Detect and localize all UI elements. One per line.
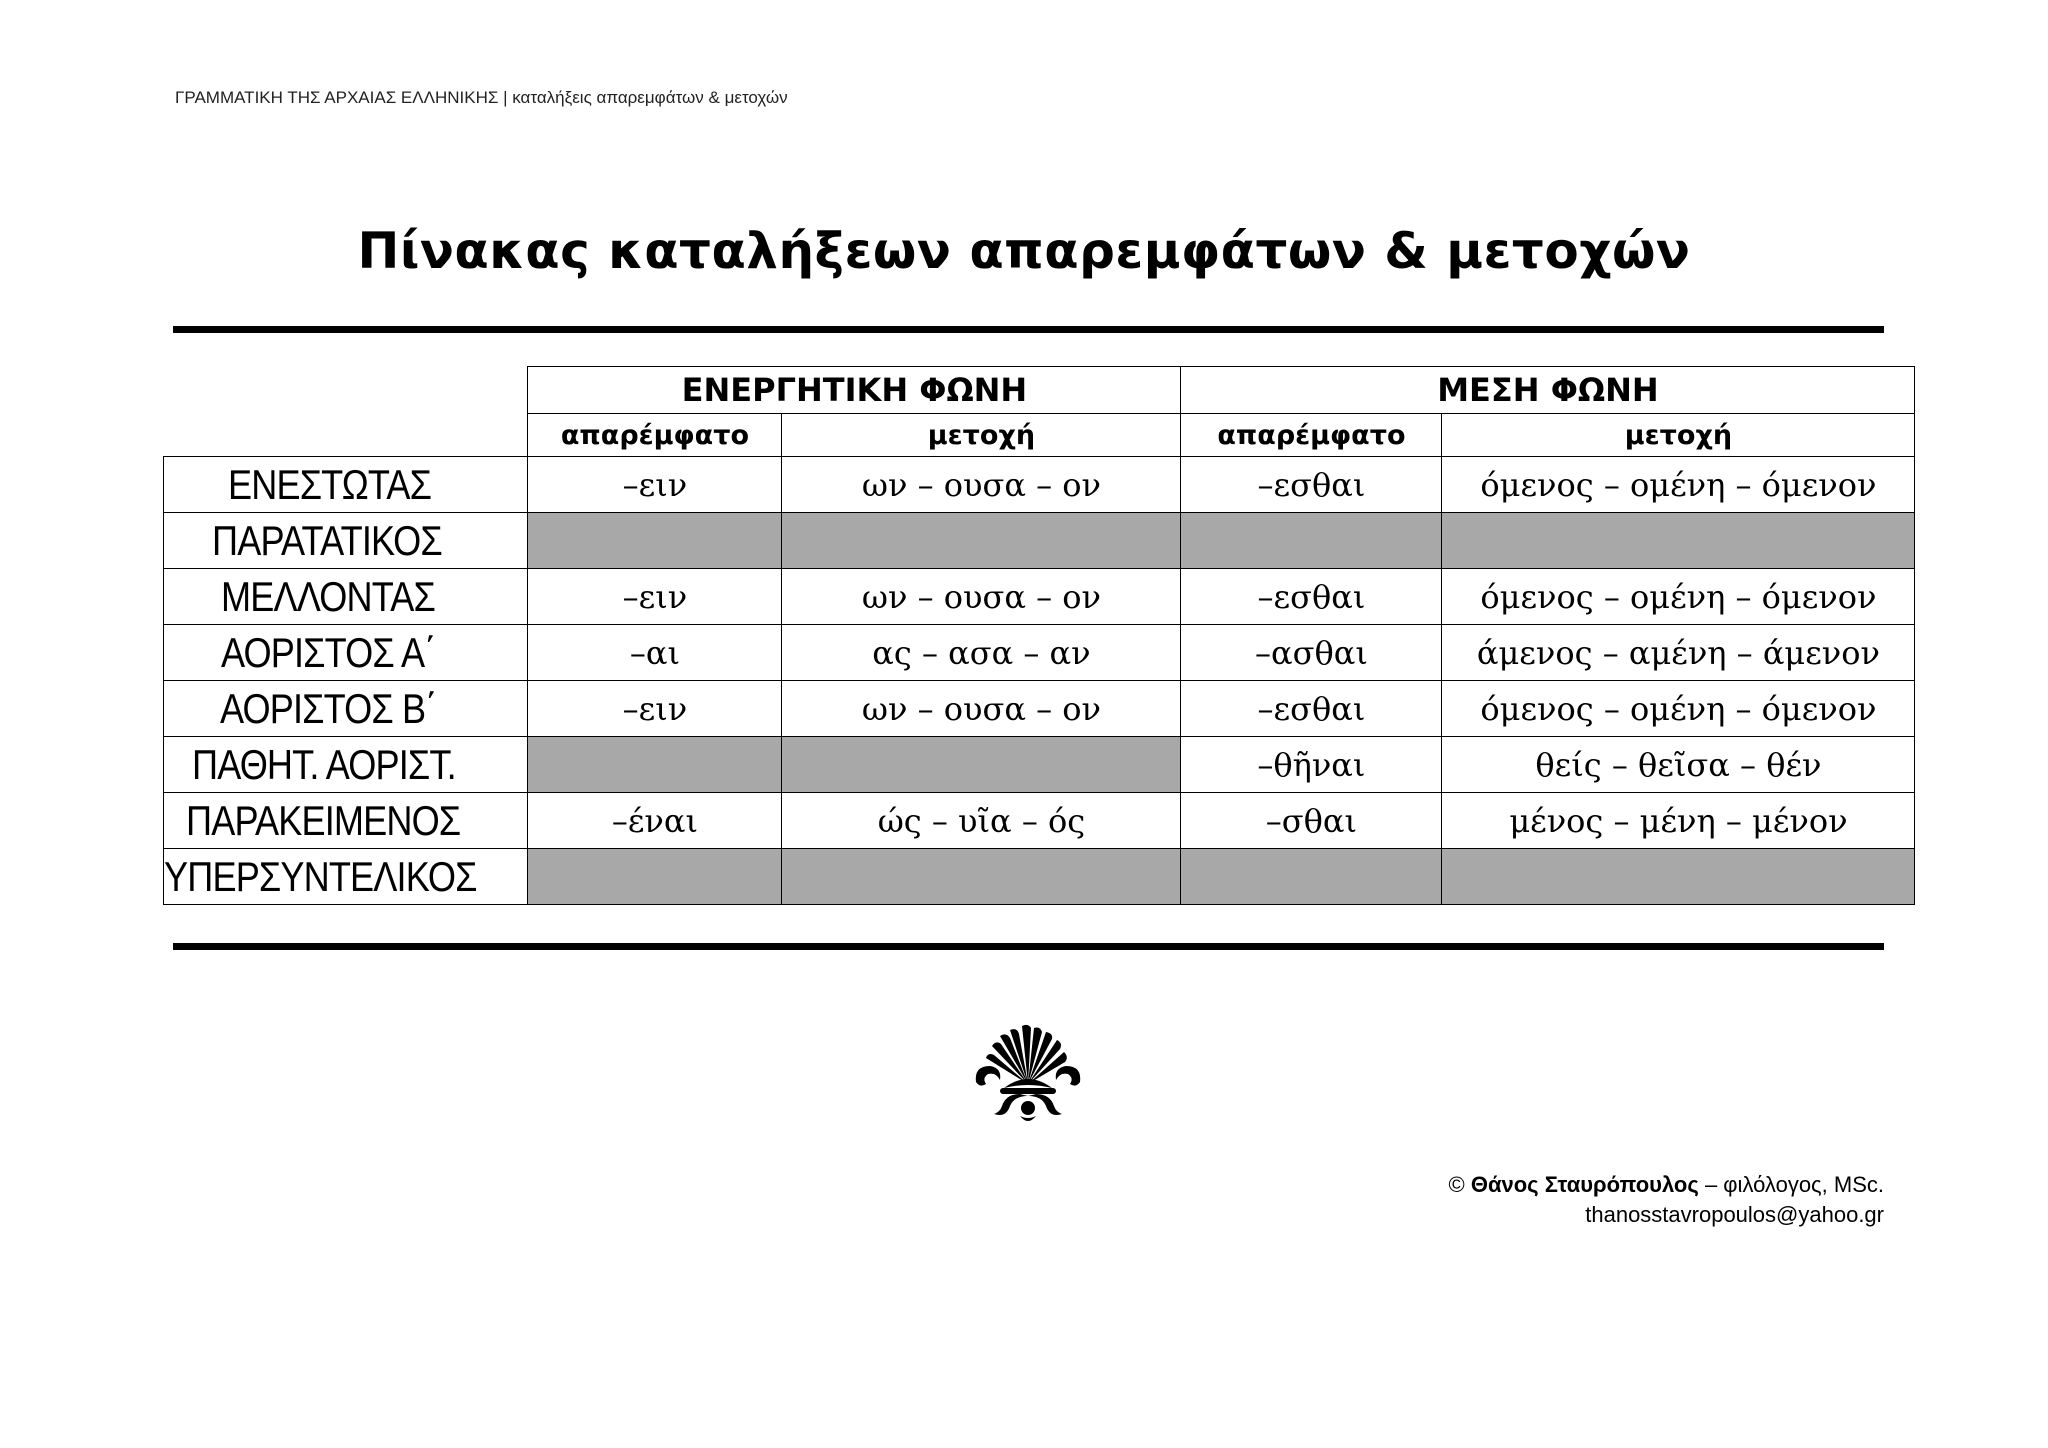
tense-label: ΠΑΘΗΤ. ΑΟΡΙΣΤ. — [164, 737, 528, 793]
top-divider — [173, 326, 1884, 333]
author-role: – φιλόλογος, MSc. — [1704, 1172, 1884, 1197]
table-row — [164, 569, 1915, 625]
active-infinitive-cell — [528, 513, 782, 569]
form-header-row — [164, 414, 1915, 457]
active-infinitive-cell: –ειν — [528, 457, 782, 513]
table-row — [164, 513, 1915, 569]
table-row — [164, 737, 1915, 793]
tense-label: ΕΝΕΣΤΩΤΑΣ — [164, 457, 528, 513]
active-infinitive-cell: –αι — [528, 625, 782, 681]
palmette-ornament-icon — [970, 1022, 1086, 1126]
author-credit — [1448, 1170, 1884, 1230]
active-participle-cell: ώς – υῖα – ός — [782, 793, 1181, 849]
active-infinitive-cell: –ειν — [528, 569, 782, 625]
middle-participle-cell: όμενος – ομένη – όμενον — [1442, 457, 1915, 513]
table-row — [164, 457, 1915, 513]
middle-infinitive-cell: –εσθαι — [1181, 457, 1442, 513]
tense-label: ΠΑΡΑΚΕΙΜΕΝΟΣ — [164, 793, 528, 849]
active-voice-header: ΕΝΕΡΓΗΤΙΚΗ ΦΩΝΗ — [528, 367, 1181, 414]
active-participle-cell — [782, 737, 1181, 793]
middle-infinitive-cell: –εσθαι — [1181, 681, 1442, 737]
endings-table — [163, 366, 1915, 905]
middle-infinitive-cell: –θῆναι — [1181, 737, 1442, 793]
middle-infinitive-header: απαρέμφατο — [1181, 414, 1442, 457]
active-infinitive-cell: –ειν — [528, 681, 782, 737]
voice-header-row — [164, 367, 1915, 414]
tense-label: ΜΕΛΛΟΝΤΑΣ — [164, 569, 528, 625]
running-header: ΓΡΑΜΜΑΤΙΚΗ ΤΗΣ ΑΡΧΑΙΑΣ ΕΛΛΗΝΙΚΗΣ | καταλήξεις απαρεμφάτων & μετοχών — [175, 88, 788, 107]
tense-label: ΠΑΡΑΤΑΤΙΚΟΣ — [164, 513, 528, 569]
active-participle-cell: ων – ουσα – ον — [782, 457, 1181, 513]
active-infinitive-cell — [528, 849, 782, 905]
active-participle-cell: ων – ουσα – ον — [782, 681, 1181, 737]
middle-participle-cell: μένος – μένη – μένον — [1442, 793, 1915, 849]
author-email: thanosstavropoulos@yahoo.gr — [1585, 1202, 1884, 1227]
table-row — [164, 793, 1915, 849]
tense-label: ΑΟΡΙΣΤΟΣ Β΄ — [164, 681, 528, 737]
middle-participle-cell — [1442, 849, 1915, 905]
empty-corner — [164, 367, 528, 414]
active-participle-header: μετοχή — [782, 414, 1181, 457]
middle-infinitive-cell — [1181, 513, 1442, 569]
active-participle-cell — [782, 849, 1181, 905]
tense-label: ΑΟΡΙΣΤΟΣ Α΄ — [164, 625, 528, 681]
table-body — [164, 457, 1915, 905]
middle-participle-cell: όμενος – ομένη – όμενον — [1442, 681, 1915, 737]
active-participle-cell: ας – ασα – αν — [782, 625, 1181, 681]
middle-infinitive-cell: –σθαι — [1181, 793, 1442, 849]
page-title: Πίνακας καταλήξεων απαρεμφάτων & μετοχών — [357, 222, 1691, 280]
middle-participle-header: μετοχή — [1442, 414, 1915, 457]
middle-voice-header: ΜΕΣΗ ΦΩΝΗ — [1181, 367, 1915, 414]
active-infinitive-cell — [528, 737, 782, 793]
active-participle-cell — [782, 513, 1181, 569]
middle-participle-cell: άμενος – αμένη – άμενον — [1442, 625, 1915, 681]
active-infinitive-header: απαρέμφατο — [528, 414, 782, 457]
active-infinitive-cell: –έναι — [528, 793, 782, 849]
table-row — [164, 681, 1915, 737]
author-line — [1448, 1170, 1884, 1200]
tense-label: ΥΠΕΡΣΥΝΤΕΛΙΚΟΣ — [164, 849, 528, 905]
middle-infinitive-cell: –εσθαι — [1181, 569, 1442, 625]
active-participle-cell: ων – ουσα – ον — [782, 569, 1181, 625]
author-name: Θάνος Σταυρόπουλος — [1470, 1172, 1699, 1197]
middle-participle-cell: θείς – θεῖσα – θέν — [1442, 737, 1915, 793]
bottom-divider — [173, 943, 1884, 950]
middle-participle-cell: όμενος – ομένη – όμενον — [1442, 569, 1915, 625]
table-row — [164, 849, 1915, 905]
empty-corner-2 — [164, 414, 528, 457]
middle-infinitive-cell — [1181, 849, 1442, 905]
middle-infinitive-cell: –ασθαι — [1181, 625, 1442, 681]
copyright-symbol: © — [1448, 1172, 1465, 1197]
table-row — [164, 625, 1915, 681]
middle-participle-cell — [1442, 513, 1915, 569]
